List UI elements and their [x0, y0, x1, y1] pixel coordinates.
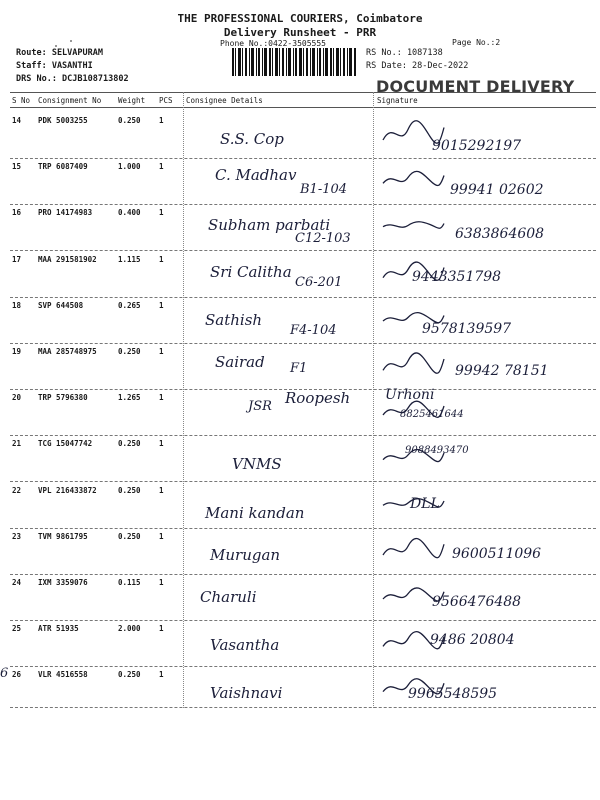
pieces-count: 1: [159, 670, 164, 680]
weight-value: 1.115: [118, 254, 141, 264]
phone-handwriting: 8825461644: [400, 409, 464, 421]
consignee-unit-handwriting: B1-104: [300, 182, 348, 198]
weight-value: 1.000: [118, 162, 141, 172]
weight-value: 0.250: [118, 531, 141, 541]
signature-handwriting: Urhoni: [385, 387, 435, 404]
signature-handwriting: DLL: [410, 495, 440, 512]
route-label: Route: SELVAPURAM: [16, 48, 103, 58]
consignee-unit-handwriting: JSR: [248, 399, 272, 415]
pieces-count: 1: [159, 162, 164, 172]
consignee-handwriting: S.S. Cop: [220, 130, 284, 148]
phone-handwriting: 9578139597: [422, 320, 512, 337]
signature-scribble: [378, 160, 448, 200]
phone-number: Phone No.:0422-3505555: [220, 39, 326, 48]
company-title: THE PROFESSIONAL COURIERS, Coimbatore: [177, 12, 423, 25]
phone-handwriting: 9088493470: [405, 445, 469, 457]
phone-handwriting: 99942 78151: [455, 363, 549, 379]
table-row: [0, 574, 600, 620]
consignment-number: TRP 5796380: [38, 393, 88, 403]
drs-number: DRS No.: DCJB108713802: [16, 74, 129, 84]
col-weight: Weight: [118, 96, 146, 105]
weight-value: 0.250: [118, 347, 141, 356]
weight-value: 0.250: [118, 670, 141, 680]
pieces-count: 1: [159, 254, 164, 264]
table-row: [0, 343, 600, 389]
consignee-handwriting: Sairad: [215, 353, 265, 371]
pieces-count: 1: [159, 347, 164, 356]
serial-number: 24: [12, 578, 22, 587]
consignee-unit-handwriting: F1: [290, 361, 308, 376]
consignee-handwriting: Sri Calitha: [210, 262, 292, 281]
serial-number: 16: [12, 208, 22, 218]
weight-value: 0.400: [118, 208, 141, 218]
consignee-handwriting: Vaishnavi: [210, 684, 283, 703]
serial-number: 14: [12, 116, 22, 125]
serial-number: 22: [12, 485, 22, 495]
serial-number: 15: [12, 162, 22, 172]
table-row: [0, 482, 600, 528]
rs-number: RS No.: 1087138: [366, 48, 443, 58]
phone-handwriting: 6383864608: [455, 226, 545, 243]
signature-scribble: [378, 437, 448, 477]
consignment-number: PDK 5003255: [38, 116, 88, 125]
consignee-handwriting: Charuli: [200, 588, 257, 606]
table-bottom-rule: [10, 707, 596, 708]
pieces-count: 1: [159, 485, 164, 495]
pieces-count: 1: [159, 531, 164, 541]
col-pcs: PCS: [159, 96, 173, 105]
weight-value: 0.250: [118, 116, 141, 125]
table-row: [0, 620, 600, 666]
consignment-number: MAA 285748975: [38, 347, 97, 356]
document-delivery-stamp: DOCUMENT DELIVERY: [376, 77, 575, 96]
page-number: Page No.:2: [452, 38, 501, 47]
col-signature: Signature: [377, 96, 418, 105]
col-sno: S No: [12, 96, 31, 105]
consignment-number: ATR 51935: [38, 624, 79, 634]
phone-handwriting: 9566476488: [432, 594, 522, 610]
pieces-count: 1: [159, 393, 164, 403]
serial-number: 19: [12, 347, 22, 356]
consignment-number: IXM 3359076: [38, 578, 88, 587]
serial-number: 26: [12, 670, 22, 680]
consignee-handwriting: Roopesh: [285, 389, 351, 408]
pieces-count: 1: [159, 116, 164, 125]
consignment-number: TRP 6087409: [38, 162, 88, 172]
table-row: [0, 297, 600, 343]
table-row: [0, 389, 600, 435]
consignment-number: VLR 4516558: [38, 670, 88, 680]
weight-value: 0.250: [118, 439, 141, 449]
consignee-handwriting: C. Madhav: [215, 166, 297, 185]
runsheet-title: Delivery Runsheet - PRR: [223, 26, 377, 39]
consignment-number: TCG 15047742: [38, 439, 93, 449]
phone-handwriting: 99941 02602: [450, 182, 544, 199]
staff-label: Staff: VASANTHI: [16, 61, 93, 71]
serial-number: 18: [12, 300, 22, 310]
weight-value: 0.115: [118, 578, 141, 587]
rs-date: RS Date: 28-Dec-2022: [366, 61, 469, 71]
serial-number: 23: [12, 531, 22, 541]
table-row: [0, 435, 600, 481]
signature-scribble: [378, 206, 448, 246]
pieces-count: 1: [159, 578, 164, 587]
serial-number: 25: [12, 624, 22, 634]
serial-number: 17: [12, 254, 22, 264]
consignee-unit-handwriting: C6-201: [295, 274, 343, 290]
weight-value: 2.000: [118, 624, 141, 634]
signature-scribble: [378, 345, 448, 385]
consignment-number: MAA 291581902: [38, 254, 97, 264]
consignee-handwriting: Murugan: [210, 545, 281, 564]
weight-value: 0.250: [118, 485, 141, 495]
table-row: [0, 204, 600, 250]
header-bottom-rule: [10, 107, 596, 108]
phone-handwriting: 9600511096: [452, 545, 542, 562]
col-consignee: Consignee Details: [186, 96, 263, 105]
pieces-count: 1: [159, 208, 164, 218]
pieces-count: 1: [159, 439, 164, 449]
table-row: [0, 112, 600, 158]
table-row: [0, 666, 600, 712]
consignee-handwriting: VNMS: [232, 455, 282, 474]
table-row: [0, 528, 600, 574]
consignment-number: PRO 14174983: [38, 208, 93, 218]
consignee-unit-handwriting: 6: [0, 666, 9, 682]
serial-number: 21: [12, 439, 22, 449]
consignment-number: VPL 216433872: [38, 485, 97, 495]
consignee-unit-handwriting: C12-103: [295, 231, 351, 247]
signature-scribble: [378, 530, 448, 570]
pieces-count: 1: [159, 300, 164, 310]
phone-handwriting: 9015292197: [432, 138, 522, 154]
header-top-rule: [10, 92, 596, 93]
serial-number: 20: [12, 393, 22, 403]
scan-speck: [70, 40, 72, 42]
phone-handwriting: 9486 20804: [430, 632, 515, 649]
consignee-handwriting: Mani kandan: [205, 503, 305, 522]
consignee-handwriting: Vasantha: [210, 636, 280, 655]
phone-handwriting: 9443351798: [412, 268, 502, 285]
scan-speck: [55, 45, 57, 47]
phone-handwriting: 9965548595: [408, 686, 498, 703]
table-row: [0, 158, 600, 204]
consignee-unit-handwriting: F4-104: [290, 322, 337, 338]
table-row: [0, 251, 600, 297]
barcode: [232, 48, 356, 76]
weight-value: 0.265: [118, 300, 141, 310]
consignee-handwriting: Sathish: [205, 310, 263, 329]
consignment-number: TVM 9861795: [38, 531, 88, 541]
consignee-handwriting: Subham parbati: [208, 216, 331, 235]
consignment-number: SVP 644508: [38, 300, 84, 310]
pieces-count: 1: [159, 624, 164, 634]
col-consignment: Consignment No: [38, 96, 102, 105]
weight-value: 1.265: [118, 393, 141, 403]
